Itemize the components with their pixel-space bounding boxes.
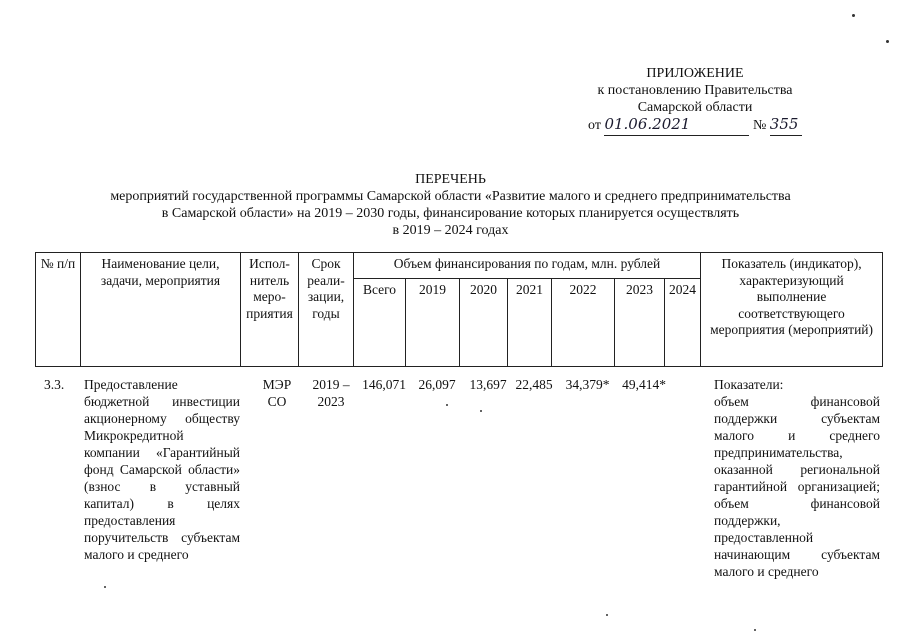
document-heading: ПЕРЕЧЕНЬ: [415, 172, 486, 187]
row-2021: 22,485: [515, 377, 553, 392]
number-handwritten: 355: [769, 115, 799, 133]
header-funding-group: Объем финансирования по годам, млн. рублей: [354, 253, 701, 279]
header-2020: 2020: [460, 279, 508, 367]
header-indicator: Показатель (индикатор), характеризующий выполнение соответствующего мероприятия (мероприятий): [701, 253, 883, 367]
number-prefix: №: [752, 118, 767, 133]
header-2024: 2024: [665, 279, 701, 367]
header-2019: 2019: [406, 279, 460, 367]
header-executor: Испол-нитель меро-приятия: [241, 253, 299, 367]
appendix-line-2: к постановлению Правительства: [597, 83, 793, 98]
row-executor-line2: СО: [267, 394, 287, 409]
row-2022: 34,379*: [565, 377, 610, 392]
row-term-line1: 2019 –: [312, 377, 350, 392]
header-term: Срок реали-зации, годы: [299, 253, 354, 367]
row-2023: 49,414*: [622, 377, 666, 392]
row-indicator-title: Показатели:: [714, 377, 784, 392]
row-total: 146,071: [362, 377, 406, 392]
header-name: Наименование цели, задачи, мероприятия: [81, 253, 241, 367]
document-subtitle-2: в Самарской области» на 2019 – 2030 годы, финансирование которых планируется осуществлять: [161, 206, 740, 221]
header-2021: 2021: [508, 279, 552, 367]
row-indicator-text: объем финансовой поддержки субъектам малого и среднего предпринимательства, оказанной региональной гарантийной организацией; объем финансовой поддержки, предоставленной начинающим субъектам малого и среднего: [714, 394, 880, 579]
row-executor-line1: МЭР: [262, 377, 292, 392]
scan-speck: [104, 586, 106, 588]
decree-date-row: [588, 115, 802, 136]
row-2019: 26,097: [418, 377, 456, 392]
scan-speck: [754, 629, 756, 631]
appendix-title: ПРИЛОЖЕНИЕ: [646, 66, 744, 81]
scan-speck: [606, 614, 608, 616]
date-prefix: от: [588, 118, 601, 133]
date-underline: [604, 115, 749, 136]
appendix-line-3: Самарской области: [637, 100, 753, 115]
measures-table-header: [35, 252, 883, 367]
row-indicator: [714, 376, 880, 580]
date-handwritten: 01.06.2021: [604, 115, 691, 133]
header-total: Всего: [354, 279, 406, 367]
header-2022: 2022: [552, 279, 615, 367]
scan-speck: [446, 404, 448, 406]
scan-speck: [886, 40, 889, 43]
row-executor: [252, 376, 302, 410]
scan-speck: [480, 410, 482, 412]
row-term-line2: 2023: [317, 394, 345, 409]
row-2020: 13,697: [469, 377, 507, 392]
document-subtitle-1: мероприятий государственной программы Самарской области «Развитие малого и среднего предпринимательства: [110, 189, 791, 204]
row-num: 3.3.: [44, 377, 65, 392]
row-name: Предоставление бюджетной инвестиции акционерному обществу Микрокредитной компании «Гарантийный фонд Самарской области» (взнос в уставный капитал) в целях предоставления поручительств субъектам малого и среднего: [84, 377, 240, 562]
document-subtitle-3: в 2019 – 2024 годах: [392, 223, 509, 238]
row-term: [306, 376, 356, 410]
header-num: № п/п: [36, 253, 81, 367]
number-underline: [770, 115, 802, 136]
scan-speck: [852, 14, 855, 17]
header-2023: 2023: [615, 279, 665, 367]
